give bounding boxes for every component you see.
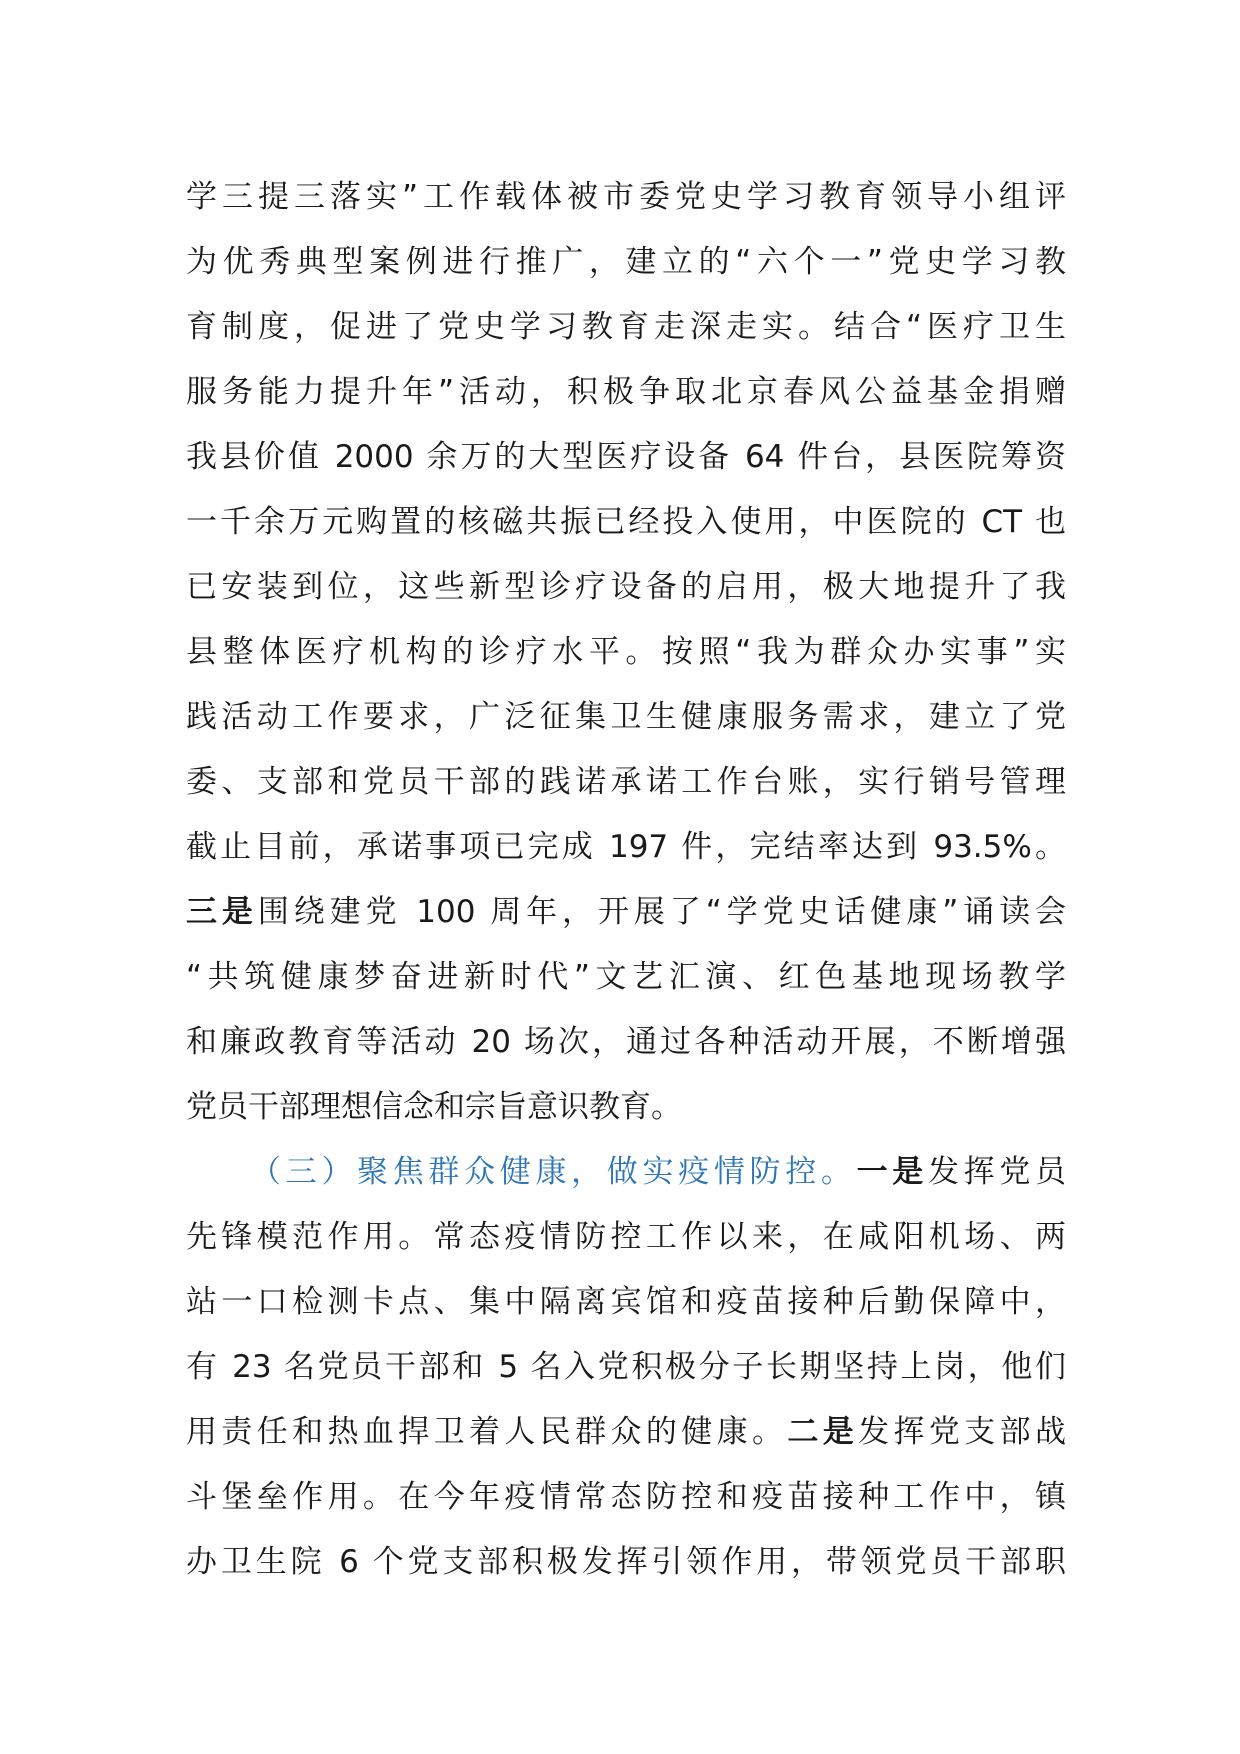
text-line [186, 165, 1066, 230]
text-line [186, 880, 1066, 945]
text-segment: 用责任和热血捍卫着人民群众的健康。 [186, 1414, 788, 1450]
text-line [186, 1530, 1066, 1595]
document-body [186, 165, 1066, 1595]
emphasis-segment: 一是 [856, 1154, 928, 1190]
text-segment: 先锋模范作用。常态疫情防控工作以来，在咸阳机场、两 [186, 1219, 1066, 1255]
text-line [186, 750, 1066, 815]
text-line [186, 425, 1066, 490]
section-heading: （三）聚焦群众健康，做实疫情防控。 [250, 1154, 857, 1190]
emphasis-segment: 二是 [787, 1414, 859, 1450]
text-line [186, 295, 1066, 360]
text-line [186, 1010, 1066, 1075]
text-segment: “共筑健康梦奋进新时代”文艺汇演、红色基地现场教学 [186, 959, 1066, 995]
text-segment: 为优秀典型案例进行推广，建立的“六个一”党史学习教 [186, 244, 1066, 280]
text-line [186, 945, 1066, 1010]
text-line [186, 1270, 1066, 1335]
section-heading-line [186, 1140, 1066, 1205]
text-segment: 我县价值 2000 余万的大型医疗设备 64 件台，县医院筹资 [186, 439, 1066, 475]
text-segment: 委、支部和党员干部的践诺承诺工作台账，实行销号管理 [186, 764, 1066, 800]
text-line [186, 230, 1066, 295]
text-line [186, 360, 1066, 425]
text-segment: 一千余万元购置的核磁共振已经投入使用，中医院的 CT 也 [186, 504, 1066, 540]
text-segment: 办卫生院 6 个党支部积极发挥引领作用，带领党员干部职 [186, 1544, 1066, 1580]
text-line [186, 815, 1066, 880]
text-segment: 育制度，促进了党史学习教育走深走实。结合“医疗卫生 [186, 309, 1066, 345]
text-segment: 践活动工作要求，广泛征集卫生健康服务需求，建立了党 [186, 699, 1066, 735]
text-line [186, 555, 1066, 620]
text-line [186, 490, 1066, 555]
text-line [186, 1465, 1066, 1530]
emphasis-segment: 三是 [186, 894, 258, 930]
text-line [186, 1335, 1066, 1400]
text-segment: 站一口检测卡点、集中隔离宾馆和疫苗接种后勤保障中， [186, 1284, 1066, 1320]
text-segment: 党员干部理想信念和宗旨意识教育。 [186, 1089, 682, 1125]
text-segment: 截止目前，承诺事项已完成 197 件，完结率达到 93.5%。 [186, 829, 1066, 865]
text-segment: 已安装到位，这些新型诊疗设备的启用，极大地提升了我 [186, 569, 1066, 605]
text-line [186, 1075, 1066, 1140]
text-segment: 服务能力提升年”活动，积极争取北京春风公益基金捐赠 [186, 374, 1066, 410]
text-segment: 围绕建党 100 周年，开展了“学党史话健康”诵读会 [257, 894, 1066, 930]
text-line [186, 685, 1066, 750]
text-segment: 和廉政教育等活动 20 场次，通过各种活动开展，不断增强 [186, 1024, 1066, 1060]
text-segment: 有 23 名党员干部和 5 名入党积极分子长期坚持上岗，他们 [186, 1349, 1066, 1385]
text-segment: 发挥党员 [927, 1154, 1066, 1190]
text-segment: 学三提三落实”工作载体被市委党史学习教育领导小组评 [186, 179, 1066, 215]
text-segment: 县整体医疗机构的诊疗水平。按照“我为群众办实事”实 [186, 634, 1066, 670]
text-line [186, 1400, 1066, 1465]
text-segment: 发挥党支部战 [858, 1414, 1066, 1450]
text-line [186, 620, 1066, 685]
text-segment: 斗堡垒作用。在今年疫情常态防控和疫苗接种工作中，镇 [186, 1479, 1066, 1515]
text-line [186, 1205, 1066, 1270]
